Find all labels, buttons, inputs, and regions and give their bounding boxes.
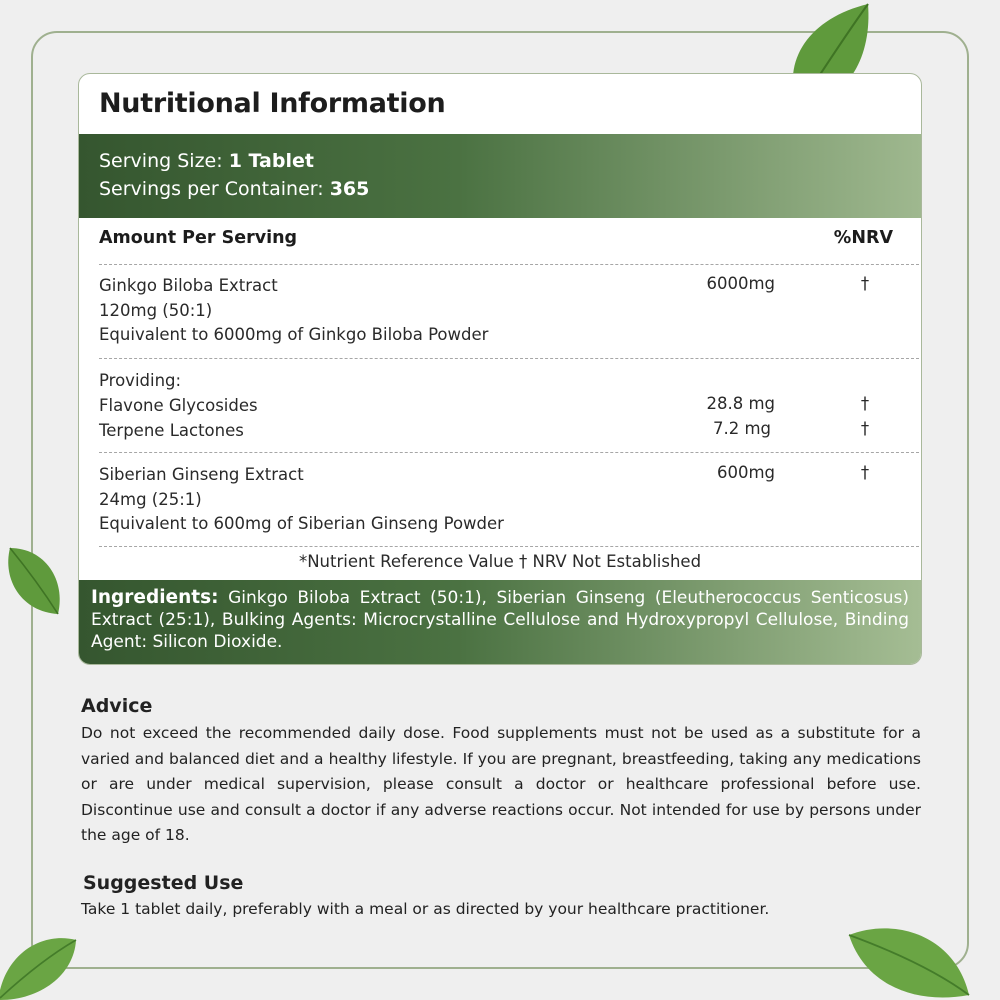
amount-terpene: 7.2 mg [712, 419, 771, 438]
divider [99, 546, 919, 547]
serving-size: Serving Size: 1 Tablet [99, 150, 314, 172]
nrv-siberian: † [860, 463, 870, 482]
amount-flavone: 28.8 mg [706, 394, 775, 413]
ingredients-label: Ingredients: [91, 587, 219, 608]
table-row-ginkgo: Ginkgo Biloba Extract 120mg (50:1) Equivalent to 6000mg of Ginkgo Biloba Powder [99, 276, 489, 344]
header-amount: Amount Per Serving [99, 228, 298, 248]
servings-per-container: Servings per Container: 365 [99, 178, 370, 200]
advice-heading: Advice [81, 695, 153, 717]
ingredients-band [79, 580, 921, 665]
amount-siberian: 600mg [716, 463, 775, 482]
panel-title: Nutritional Information [99, 88, 446, 119]
providing-label: Providing: [99, 371, 182, 390]
table-row-flavone: Flavone Glycosides [99, 396, 258, 415]
nutrition-panel [78, 73, 922, 665]
table-row-siberian: Siberian Ginseng Extract 24mg (25:1) Equivalent to 600mg of Siberian Ginseng Powder [99, 465, 504, 533]
divider [99, 264, 919, 265]
nrv-terpene: † [860, 419, 870, 438]
suggested-use-heading: Suggested Use [83, 872, 244, 894]
nrv-flavone: † [860, 394, 870, 413]
ingredients-text: Ginkgo Biloba Extract (50:1), Siberian Ginseng (Eleutherococcus Senticosus) Extract (25:1), Bulking Agents: Microcrystalline Cellulose and Hydroxypropyl Cellulose, Binding Agent: Silicon Dioxide. [91, 588, 909, 652]
nrv-footnote: *Nutrient Reference Value † NRV Not Established [298, 552, 702, 571]
suggested-use-text: Take 1 tablet daily, preferably with a meal or as directed by your healthcare practitioner. [81, 900, 770, 918]
table-header [99, 228, 895, 264]
advice-text: Do not exceed the recommended daily dose. Food supplements must not be used as a substitute for a varied and balanced diet and a healthy lifestyle. If you are pregnant, breastfeeding, taking any medications or are under medical supervision, please consult a doctor or healthcare professional before use. Discontinue use and consult a doctor if any adverse reactions occur. Not intended for use by persons under the age of 18. [81, 724, 921, 844]
leaf-icon-bottom-left [0, 930, 80, 1000]
leaf-icon-left [0, 540, 70, 620]
leaf-icon-bottom-right [845, 915, 975, 1000]
nrv-ginkgo: † [860, 274, 870, 293]
table-row-terpene: Terpene Lactones [99, 421, 244, 440]
divider [99, 452, 919, 453]
serving-band [79, 134, 921, 218]
header-nrv: %NRV [833, 228, 893, 248]
divider [99, 358, 919, 359]
amount-ginkgo: 6000mg [706, 274, 775, 293]
